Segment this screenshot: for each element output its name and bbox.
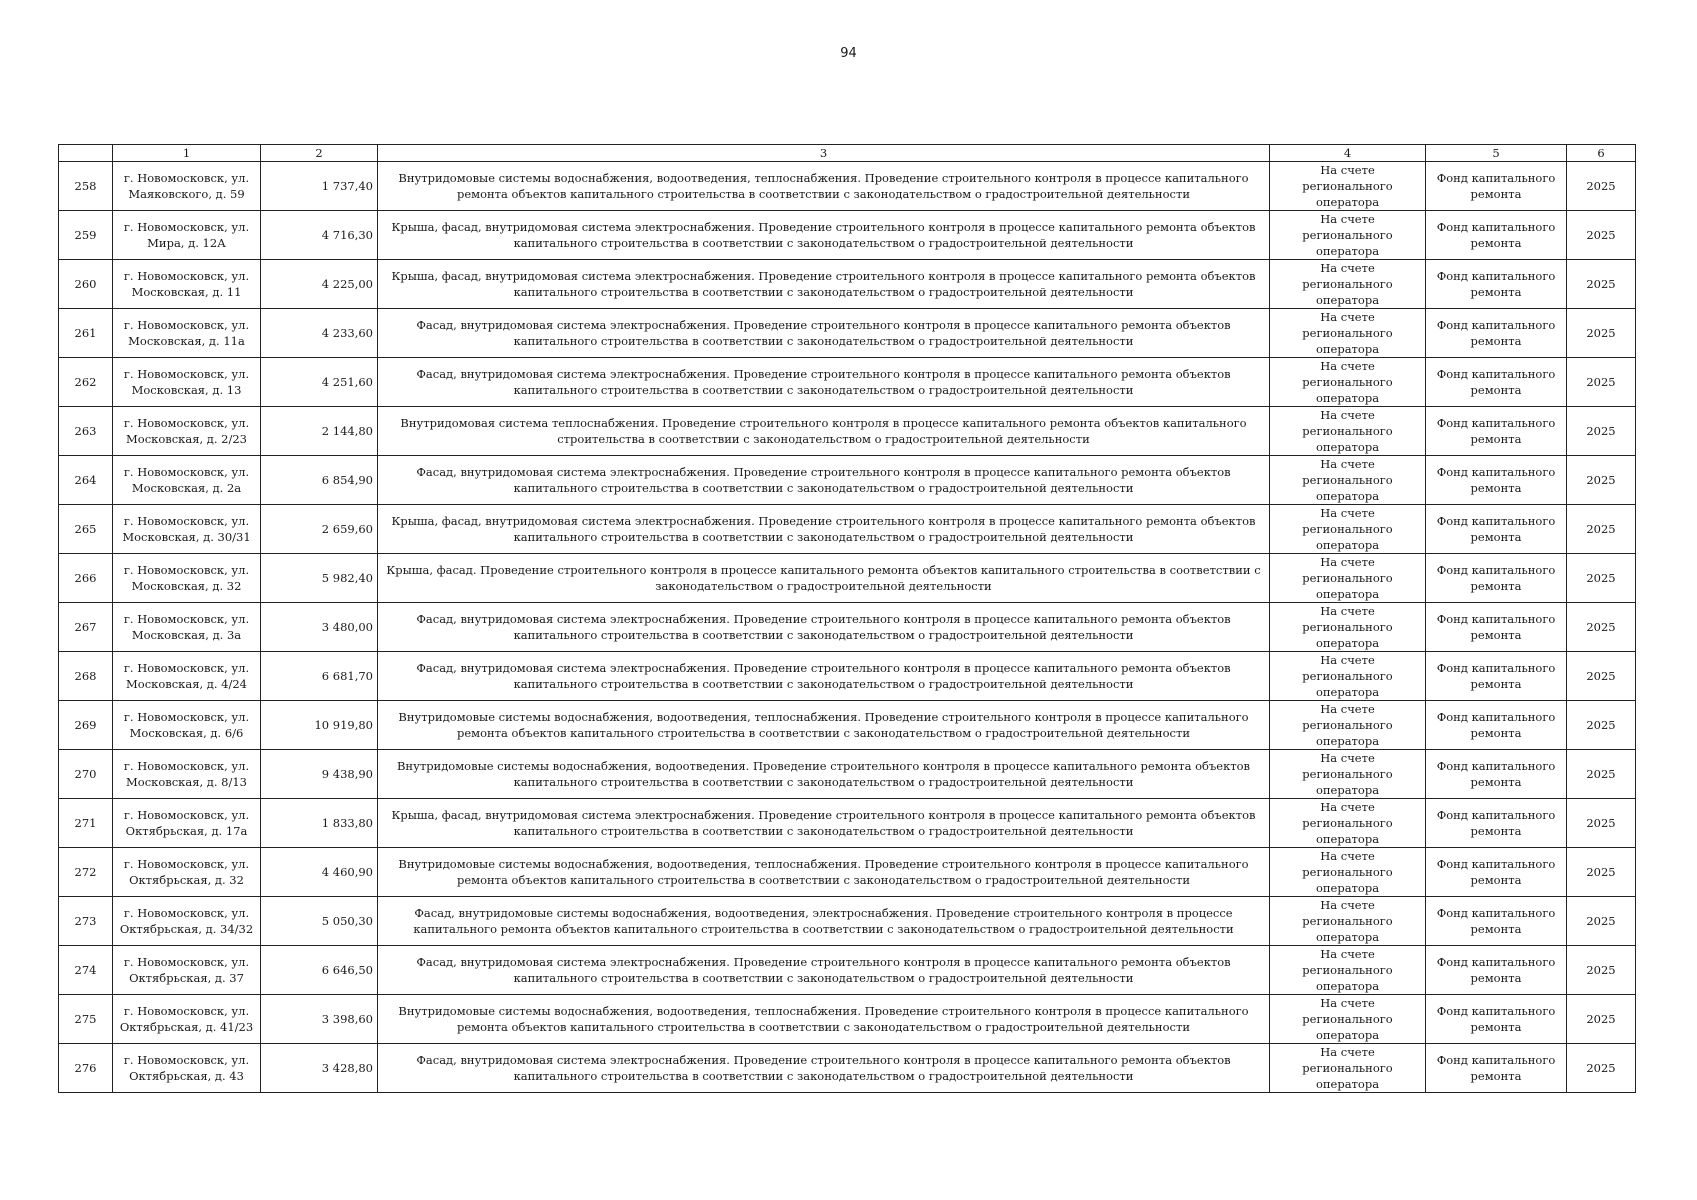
works-description-cell: Фасад, внутридомовая система электроснабжения. Проведение строительного контроля в процессе капитального ремонта объектов капитального строительства в соответствии с законодательством о градостроительной деятельности xyxy=(378,456,1270,505)
works-description-cell: Внутридомовые системы водоснабжения, водоотведения, теплоснабжения. Проведение строительного контроля в процессе капитального ремонта объектов капитального строительства в соответствии с законодательством о градостроительной деятельности xyxy=(378,995,1270,1044)
funding-source-cell: Фонд капитального ремонта xyxy=(1426,799,1567,848)
cost-cell: 2 144,80 xyxy=(261,407,378,456)
works-description-cell: Фасад, внутридомовая система электроснабжения. Проведение строительного контроля в процессе капитального ремонта объектов капитального строительства в соответствии с законодательством о градостроительной деятельности xyxy=(378,946,1270,995)
year-cell: 2025 xyxy=(1567,211,1636,260)
table-row xyxy=(59,1044,1636,1093)
cost-cell: 4 716,30 xyxy=(261,211,378,260)
address-cell: г. Новомосковск, ул. Московская, д. 11а xyxy=(113,309,261,358)
account-type-cell: На счете регионального оператора xyxy=(1270,603,1426,652)
address-cell: г. Новомосковск, ул. Октябрьская, д. 17а xyxy=(113,799,261,848)
funding-source-cell: Фонд капитального ремонта xyxy=(1426,652,1567,701)
account-type-cell: На счете регионального оператора xyxy=(1270,554,1426,603)
address-cell: г. Новомосковск, ул. Октябрьская, д. 41/23 xyxy=(113,995,261,1044)
year-cell: 2025 xyxy=(1567,407,1636,456)
year-cell: 2025 xyxy=(1567,162,1636,211)
table-row xyxy=(59,505,1636,554)
works-description-cell: Фасад, внутридомовая система электроснабжения. Проведение строительного контроля в процессе капитального ремонта объектов капитального строительства в соответствии с законодательством о градостроительной деятельности xyxy=(378,1044,1270,1093)
account-type-cell: На счете регионального оператора xyxy=(1270,1044,1426,1093)
works-description-cell: Крыша, фасад, внутридомовая система электроснабжения. Проведение строительного контроля в процессе капитального ремонта объектов капитального строительства в соответствии с законодательством о градостроительной деятельности xyxy=(378,260,1270,309)
account-type-cell: На счете регионального оператора xyxy=(1270,211,1426,260)
funding-source-cell: Фонд капитального ремонта xyxy=(1426,554,1567,603)
table-row xyxy=(59,260,1636,309)
header-cell-2: 2 xyxy=(261,145,378,162)
cost-cell: 3 428,80 xyxy=(261,1044,378,1093)
row-number-cell: 261 xyxy=(59,309,113,358)
year-cell: 2025 xyxy=(1567,652,1636,701)
funding-source-cell: Фонд капитального ремонта xyxy=(1426,260,1567,309)
cost-cell: 3 398,60 xyxy=(261,995,378,1044)
row-number-cell: 266 xyxy=(59,554,113,603)
account-type-cell: На счете регионального оператора xyxy=(1270,162,1426,211)
year-cell: 2025 xyxy=(1567,897,1636,946)
address-cell: г. Новомосковск, ул. Октябрьская, д. 37 xyxy=(113,946,261,995)
works-description-cell: Фасад, внутридомовая система электроснабжения. Проведение строительного контроля в процессе капитального ремонта объектов капитального строительства в соответствии с законодательством о градостроительной деятельности xyxy=(378,309,1270,358)
table-row xyxy=(59,652,1636,701)
funding-source-cell: Фонд капитального ремонта xyxy=(1426,358,1567,407)
works-description-cell: Крыша, фасад. Проведение строительного контроля в процессе капитального ремонта объектов капитального строительства в соответствии с законодательством о градостроительной деятельности xyxy=(378,554,1270,603)
funding-source-cell: Фонд капитального ремонта xyxy=(1426,309,1567,358)
works-description-cell: Фасад, внутридомовая система электроснабжения. Проведение строительного контроля в процессе капитального ремонта объектов капитального строительства в соответствии с законодательством о градостроительной деятельности xyxy=(378,603,1270,652)
row-number-cell: 276 xyxy=(59,1044,113,1093)
funding-source-cell: Фонд капитального ремонта xyxy=(1426,603,1567,652)
table-row xyxy=(59,603,1636,652)
address-cell: г. Новомосковск, ул. Маяковского, д. 59 xyxy=(113,162,261,211)
cost-cell: 4 225,00 xyxy=(261,260,378,309)
works-description-cell: Внутридомовые системы водоснабжения, водоотведения, теплоснабжения. Проведение строительного контроля в процессе капитального ремонта объектов капитального строительства в соответствии с законодательством о градостроительной деятельности xyxy=(378,848,1270,897)
header-cell-4: 4 xyxy=(1270,145,1426,162)
cost-cell: 2 659,60 xyxy=(261,505,378,554)
table-row xyxy=(59,799,1636,848)
account-type-cell: На счете регионального оператора xyxy=(1270,407,1426,456)
works-description-cell: Внутридомовые системы водоснабжения, водоотведения. Проведение строительного контроля в процессе капитального ремонта объектов капитального строительства в соответствии с законодательством о градостроительной деятельности xyxy=(378,750,1270,799)
cost-cell: 1 833,80 xyxy=(261,799,378,848)
address-cell: г. Новомосковск, ул. Московская, д. 4/24 xyxy=(113,652,261,701)
address-cell: г. Новомосковск, ул. Московская, д. 2а xyxy=(113,456,261,505)
row-number-cell: 264 xyxy=(59,456,113,505)
year-cell: 2025 xyxy=(1567,848,1636,897)
row-number-cell: 272 xyxy=(59,848,113,897)
year-cell: 2025 xyxy=(1567,456,1636,505)
table-row xyxy=(59,554,1636,603)
row-number-cell: 259 xyxy=(59,211,113,260)
table-row xyxy=(59,309,1636,358)
cost-cell: 9 438,90 xyxy=(261,750,378,799)
address-cell: г. Новомосковск, ул. Октябрьская, д. 43 xyxy=(113,1044,261,1093)
header-cell-index xyxy=(59,145,113,162)
address-cell: г. Новомосковск, ул. Московская, д. 3а xyxy=(113,603,261,652)
account-type-cell: На счете регионального оператора xyxy=(1270,505,1426,554)
funding-source-cell: Фонд капитального ремонта xyxy=(1426,1044,1567,1093)
cost-cell: 4 233,60 xyxy=(261,309,378,358)
cost-cell: 10 919,80 xyxy=(261,701,378,750)
funding-source-cell: Фонд капитального ремонта xyxy=(1426,407,1567,456)
works-description-cell: Внутридомовые системы водоснабжения, водоотведения, теплоснабжения. Проведение строительного контроля в процессе капитального ремонта объектов капитального строительства в соответствии с законодательством о градостроительной деятельности xyxy=(378,162,1270,211)
address-cell: г. Новомосковск, ул. Московская, д. 13 xyxy=(113,358,261,407)
works-description-cell: Крыша, фасад, внутридомовая система электроснабжения. Проведение строительного контроля в процессе капитального ремонта объектов капитального строительства в соответствии с законодательством о градостроительной деятельности xyxy=(378,799,1270,848)
address-cell: г. Новомосковск, ул. Московская, д. 32 xyxy=(113,554,261,603)
account-type-cell: На счете регионального оператора xyxy=(1270,750,1426,799)
funding-source-cell: Фонд капитального ремонта xyxy=(1426,946,1567,995)
works-description-cell: Фасад, внутридомовая система электроснабжения. Проведение строительного контроля в процессе капитального ремонта объектов капитального строительства в соответствии с законодательством о градостроительной деятельности xyxy=(378,358,1270,407)
row-number-cell: 268 xyxy=(59,652,113,701)
account-type-cell: На счете регионального оператора xyxy=(1270,309,1426,358)
address-cell: г. Новомосковск, ул. Октябрьская, д. 32 xyxy=(113,848,261,897)
year-cell: 2025 xyxy=(1567,603,1636,652)
account-type-cell: На счете регионального оператора xyxy=(1270,701,1426,750)
row-number-cell: 270 xyxy=(59,750,113,799)
row-number-cell: 262 xyxy=(59,358,113,407)
table-row xyxy=(59,407,1636,456)
account-type-cell: На счете регионального оператора xyxy=(1270,995,1426,1044)
works-description-cell: Внутридомовая система теплоснабжения. Проведение строительного контроля в процессе капитального ремонта объектов капитального строительства в соответствии с законодательством о градостроительной деятельности xyxy=(378,407,1270,456)
table-row xyxy=(59,750,1636,799)
table-row xyxy=(59,946,1636,995)
row-number-cell: 260 xyxy=(59,260,113,309)
header-cell-5: 5 xyxy=(1426,145,1567,162)
account-type-cell: На счете регионального оператора xyxy=(1270,260,1426,309)
year-cell: 2025 xyxy=(1567,750,1636,799)
table-row xyxy=(59,897,1636,946)
account-type-cell: На счете регионального оператора xyxy=(1270,456,1426,505)
page-number: 94 xyxy=(840,46,857,61)
header-cell-6: 6 xyxy=(1567,145,1636,162)
row-number-cell: 263 xyxy=(59,407,113,456)
row-number-cell: 273 xyxy=(59,897,113,946)
row-number-cell: 274 xyxy=(59,946,113,995)
row-number-cell: 265 xyxy=(59,505,113,554)
row-number-cell: 275 xyxy=(59,995,113,1044)
year-cell: 2025 xyxy=(1567,1044,1636,1093)
year-cell: 2025 xyxy=(1567,701,1636,750)
funding-source-cell: Фонд капитального ремонта xyxy=(1426,701,1567,750)
table-row xyxy=(59,701,1636,750)
address-cell: г. Новомосковск, ул. Московская, д. 11 xyxy=(113,260,261,309)
year-cell: 2025 xyxy=(1567,946,1636,995)
cost-cell: 5 982,40 xyxy=(261,554,378,603)
table-row xyxy=(59,211,1636,260)
year-cell: 2025 xyxy=(1567,358,1636,407)
cost-cell: 6 646,50 xyxy=(261,946,378,995)
cost-cell: 4 460,90 xyxy=(261,848,378,897)
funding-source-cell: Фонд капитального ремонта xyxy=(1426,848,1567,897)
works-description-cell: Фасад, внутридомовые системы водоснабжения, водоотведения, электроснабжения. Проведение строительного контроля в процессе капитального ремонта объектов капитального строительства в соответствии с законодательством о градостроительной деятельности xyxy=(378,897,1270,946)
works-description-cell: Крыша, фасад, внутридомовая система электроснабжения. Проведение строительного контроля в процессе капитального ремонта объектов капитального строительства в соответствии с законодательством о градостроительной деятельности xyxy=(378,211,1270,260)
cost-cell: 3 480,00 xyxy=(261,603,378,652)
year-cell: 2025 xyxy=(1567,799,1636,848)
row-number-cell: 269 xyxy=(59,701,113,750)
cost-cell: 1 737,40 xyxy=(261,162,378,211)
address-cell: г. Новомосковск, ул. Московская, д. 30/31 xyxy=(113,505,261,554)
funding-source-cell: Фонд капитального ремонта xyxy=(1426,211,1567,260)
works-description-cell: Фасад, внутридомовая система электроснабжения. Проведение строительного контроля в процессе капитального ремонта объектов капитального строительства в соответствии с законодательством о градостроительной деятельности xyxy=(378,652,1270,701)
table-row xyxy=(59,358,1636,407)
year-cell: 2025 xyxy=(1567,260,1636,309)
cost-cell: 5 050,30 xyxy=(261,897,378,946)
year-cell: 2025 xyxy=(1567,995,1636,1044)
year-cell: 2025 xyxy=(1567,554,1636,603)
account-type-cell: На счете регионального оператора xyxy=(1270,848,1426,897)
account-type-cell: На счете регионального оператора xyxy=(1270,799,1426,848)
account-type-cell: На счете регионального оператора xyxy=(1270,946,1426,995)
capital-repair-table xyxy=(58,144,1636,1093)
row-number-cell: 267 xyxy=(59,603,113,652)
cost-cell: 6 854,90 xyxy=(261,456,378,505)
funding-source-cell: Фонд капитального ремонта xyxy=(1426,750,1567,799)
header-cell-3: 3 xyxy=(378,145,1270,162)
row-number-cell: 258 xyxy=(59,162,113,211)
funding-source-cell: Фонд капитального ремонта xyxy=(1426,505,1567,554)
table-row xyxy=(59,456,1636,505)
address-cell: г. Новомосковск, ул. Октябрьская, д. 34/32 xyxy=(113,897,261,946)
funding-source-cell: Фонд капитального ремонта xyxy=(1426,456,1567,505)
row-number-cell: 271 xyxy=(59,799,113,848)
table-row xyxy=(59,162,1636,211)
address-cell: г. Новомосковск, ул. Московская, д. 8/13 xyxy=(113,750,261,799)
works-description-cell: Крыша, фасад, внутридомовая система электроснабжения. Проведение строительного контроля в процессе капитального ремонта объектов капитального строительства в соответствии с законодательством о градостроительной деятельности xyxy=(378,505,1270,554)
account-type-cell: На счете регионального оператора xyxy=(1270,652,1426,701)
cost-cell: 4 251,60 xyxy=(261,358,378,407)
table-header-row xyxy=(59,145,1636,162)
address-cell: г. Новомосковск, ул. Мира, д. 12А xyxy=(113,211,261,260)
address-cell: г. Новомосковск, ул. Московская, д. 6/6 xyxy=(113,701,261,750)
cost-cell: 6 681,70 xyxy=(261,652,378,701)
account-type-cell: На счете регионального оператора xyxy=(1270,897,1426,946)
funding-source-cell: Фонд капитального ремонта xyxy=(1426,897,1567,946)
funding-source-cell: Фонд капитального ремонта xyxy=(1426,995,1567,1044)
address-cell: г. Новомосковск, ул. Московская, д. 2/23 xyxy=(113,407,261,456)
table-row xyxy=(59,995,1636,1044)
table-row xyxy=(59,848,1636,897)
year-cell: 2025 xyxy=(1567,505,1636,554)
works-description-cell: Внутридомовые системы водоснабжения, водоотведения, теплоснабжения. Проведение строительного контроля в процессе капитального ремонта объектов капитального строительства в соответствии с законодательством о градостроительной деятельности xyxy=(378,701,1270,750)
header-cell-1: 1 xyxy=(113,145,261,162)
funding-source-cell: Фонд капитального ремонта xyxy=(1426,162,1567,211)
account-type-cell: На счете регионального оператора xyxy=(1270,358,1426,407)
year-cell: 2025 xyxy=(1567,309,1636,358)
